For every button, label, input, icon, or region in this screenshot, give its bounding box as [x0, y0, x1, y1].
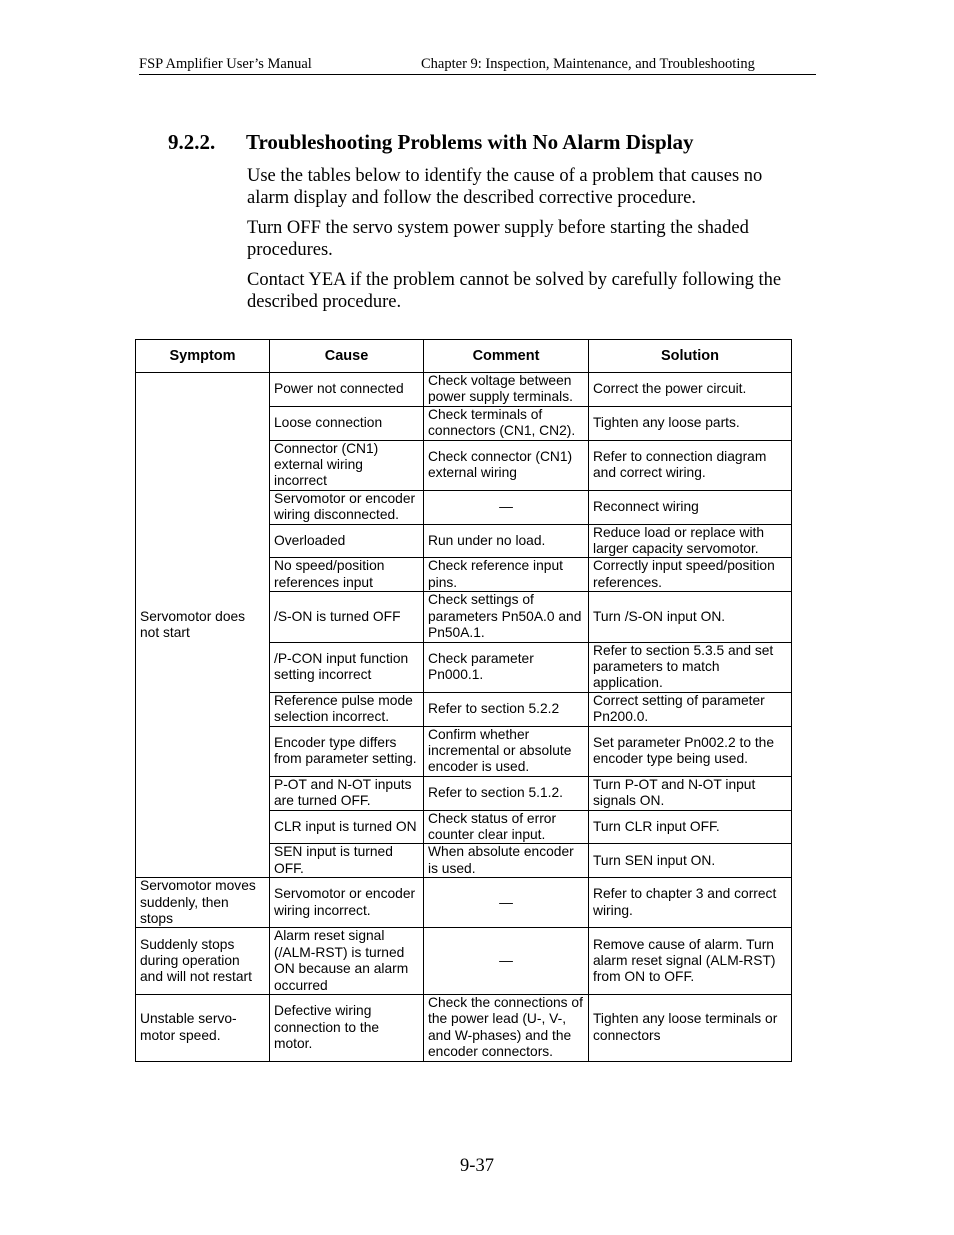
header-comment: Comment — [424, 340, 589, 373]
section-heading — [168, 130, 693, 155]
comment-cell: Refer to section 5.1.2. — [424, 776, 589, 810]
table-row — [136, 373, 792, 407]
cause-cell: /S-ON is turned OFF — [270, 592, 424, 642]
table-row — [136, 928, 792, 995]
header-cause: Cause — [270, 340, 424, 373]
section-title: Troubleshooting Problems with No Alarm Display — [246, 130, 694, 154]
solution-cell: Turn CLR input OFF. — [589, 810, 792, 844]
comment-cell: Confirm whether incremental or absolute encoder is used. — [424, 726, 589, 776]
power-off-paragraph: Turn OFF the servo system power supply before starting the shaded procedures. — [247, 218, 749, 260]
comment-cell: — — [424, 490, 589, 524]
cause-cell: Loose connection — [270, 406, 424, 440]
cause-cell: /P-CON input function setting incorrect — [270, 642, 424, 692]
comment-cell: — — [424, 878, 589, 928]
cause-cell: No speed/position references input — [270, 558, 424, 592]
solution-cell: Remove cause of alarm. Turn alarm reset signal (ALM-RST) from ON to OFF. — [589, 928, 792, 995]
comment-cell: Check parameter Pn000.1. — [424, 642, 589, 692]
solution-cell: Reconnect wiring — [589, 490, 792, 524]
solution-cell: Turn /S-ON input ON. — [589, 592, 792, 642]
solution-cell: Correct the power circuit. — [589, 373, 792, 407]
symptom-cell: Servomotor does not start — [136, 373, 270, 878]
comment-cell: Check connector (CN1) external wiring — [424, 440, 589, 490]
symptom-cell: Suddenly stops during operation and will not restart — [136, 928, 270, 995]
solution-cell: Tighten any loose parts. — [589, 406, 792, 440]
running-header — [139, 56, 816, 75]
contact-paragraph: Contact YEA if the problem cannot be solved by carefully following the described procedure. — [247, 270, 782, 312]
cause-cell: SEN input is turned OFF. — [270, 844, 424, 878]
solution-cell: Turn SEN input ON. — [589, 844, 792, 878]
cause-cell: Alarm reset signal (/ALM-RST) is turned ON because an alarm occurred — [270, 928, 424, 995]
comment-cell: When absolute encoder is used. — [424, 844, 589, 878]
section-number: 9.2.2. — [168, 130, 216, 154]
symptom-cell: Unstable servo-motor speed. — [136, 995, 270, 1062]
cause-cell: Defective wiring connection to the motor. — [270, 995, 424, 1062]
comment-cell: Check voltage between power supply terminals. — [424, 373, 589, 407]
solution-cell: Refer to connection diagram and correct wiring. — [589, 440, 792, 490]
table-row — [136, 995, 792, 1062]
solution-cell: Correct setting of parameter Pn200.0. — [589, 692, 792, 726]
cause-cell: Power not connected — [270, 373, 424, 407]
comment-cell: — — [424, 928, 589, 995]
cause-cell: Overloaded — [270, 524, 424, 558]
header-manual-title: FSP Amplifier User’s Manual — [139, 56, 312, 72]
solution-cell: Refer to section 5.3.5 and set parameters to match application. — [589, 642, 792, 692]
comment-cell: Check the connections of the power lead (U-, V-, and W-phases) and the encoder connectors. — [424, 995, 589, 1062]
cause-cell: Connector (CN1) external wiring incorrect — [270, 440, 424, 490]
cause-cell: Encoder type differs from parameter setting. — [270, 726, 424, 776]
symptom-cell: Servomotor moves suddenly, then stops — [136, 878, 270, 928]
solution-cell: Refer to chapter 3 and correct wiring. — [589, 878, 792, 928]
header-solution: Solution — [589, 340, 792, 373]
cause-cell: Reference pulse mode selection incorrect. — [270, 692, 424, 726]
comment-cell: Check status of error counter clear input. — [424, 810, 589, 844]
comment-cell: Check settings of parameters Pn50A.0 and Pn50A.1. — [424, 592, 589, 642]
table-header-row — [136, 340, 792, 373]
header-chapter-title: Chapter 9: Inspection, Maintenance, and Troubleshooting — [421, 56, 755, 72]
comment-cell: Check terminals of connectors (CN1, CN2). — [424, 406, 589, 440]
cause-cell: CLR input is turned ON — [270, 810, 424, 844]
solution-cell: Set parameter Pn002.2 to the encoder type being used. — [589, 726, 792, 776]
cause-cell: Servomotor or encoder wiring disconnected. — [270, 490, 424, 524]
solution-cell: Reduce load or replace with larger capacity servomotor. — [589, 524, 792, 558]
table-row — [136, 878, 792, 928]
solution-cell: Correctly input speed/position references. — [589, 558, 792, 592]
cause-cell: P-OT and N-OT inputs are turned OFF. — [270, 776, 424, 810]
solution-cell: Turn P-OT and N-OT input signals ON. — [589, 776, 792, 810]
page-number: 9-37 — [460, 1156, 494, 1176]
comment-cell: Refer to section 5.2.2 — [424, 692, 589, 726]
table-body — [136, 373, 792, 1062]
intro-paragraph: Use the tables below to identify the cause of a problem that causes no alarm display and follow the described corrective procedure. — [247, 166, 763, 208]
comment-cell: Run under no load. — [424, 524, 589, 558]
cause-cell: Servomotor or encoder wiring incorrect. — [270, 878, 424, 928]
header-symptom: Symptom — [136, 340, 270, 373]
solution-cell: Tighten any loose terminals or connectors — [589, 995, 792, 1062]
comment-cell: Check reference input pins. — [424, 558, 589, 592]
troubleshooting-table — [135, 339, 792, 1062]
